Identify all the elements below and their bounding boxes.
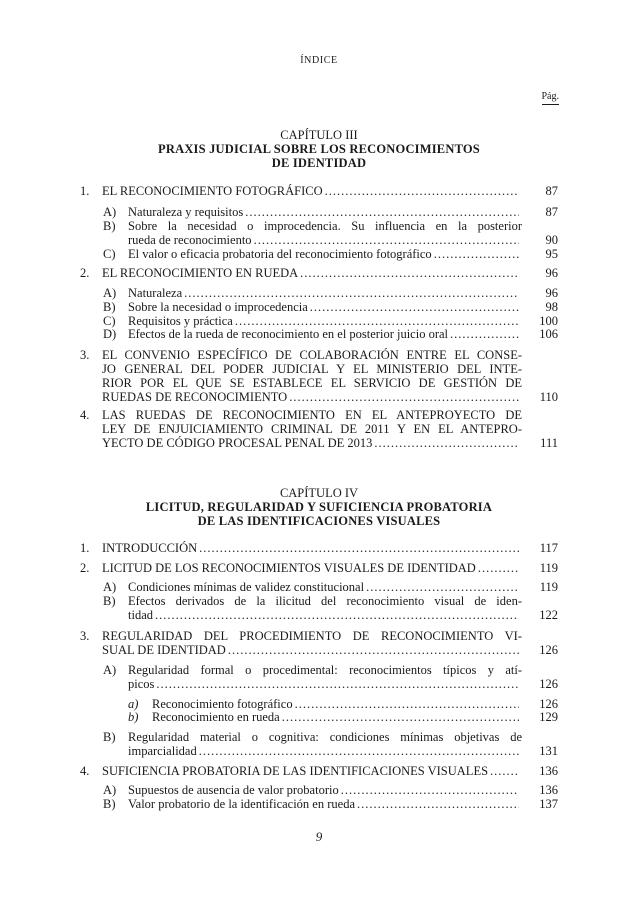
toc-entry-number: 1. <box>80 184 90 198</box>
toc-entry-title <box>128 247 522 261</box>
toc-entry-title-line: Reconocimiento en rueda <box>152 710 280 724</box>
toc-entry-page: 119 <box>539 580 558 594</box>
dot-leader <box>254 233 519 247</box>
toc-entry-title <box>128 663 522 691</box>
dot-leader <box>156 677 519 691</box>
toc-entry-title-line: RIOR POR EL QUE SE ESTABLECE EL SERVICIO DE GESTIÓN DE <box>102 376 522 390</box>
toc-entry-title-line: Sobre la necesidad o improcedencia <box>128 300 308 314</box>
toc-entry-page: 119 <box>539 561 558 575</box>
toc-entry-title-line: imparcialidad <box>128 744 197 758</box>
chapter-label: CAPÍTULO III <box>280 128 358 142</box>
toc-entry-title <box>152 697 522 711</box>
toc-entry-page: 122 <box>539 608 558 622</box>
toc-entry-number: 2. <box>80 561 90 575</box>
toc-entry-page: 129 <box>539 710 558 724</box>
chapter-title-line: DE IDENTIDAD <box>271 156 367 170</box>
toc-entry-title <box>102 629 522 657</box>
toc-entry-page: 90 <box>545 233 558 247</box>
toc-entry-page: 111 <box>540 436 558 450</box>
toc-entry-page: 126 <box>539 677 558 691</box>
toc-entry-title-line: Naturaleza <box>128 286 183 300</box>
toc-entry-page: 137 <box>539 797 558 811</box>
dot-leader <box>228 643 519 657</box>
toc-entry-title <box>128 205 522 219</box>
toc-entry-page: 126 <box>539 697 558 711</box>
toc-entry-number: B) <box>103 730 116 744</box>
toc-entry-page: 98 <box>545 300 558 314</box>
toc-entry-page: 136 <box>539 783 558 797</box>
toc-entry-number: 3. <box>80 348 90 362</box>
toc-entry-title-line: JO GENERAL DEL PODER JUDICIAL Y EL MINISTERIO DEL INTE- <box>102 362 522 376</box>
toc-entry-number: C) <box>103 247 116 261</box>
toc-entry-title-line: LICITUD DE LOS RECONOCIMIENTOS VISUALES DE IDENTIDAD <box>102 561 476 575</box>
toc-entry-page: 87 <box>545 205 558 219</box>
toc-entry-title <box>102 348 522 404</box>
toc-entry-title-line: INTRODUCCIÓN <box>102 541 198 555</box>
toc-entry-title-line: Naturaleza y requisitos <box>128 205 244 219</box>
page-number: 9 <box>315 829 323 844</box>
chapter-title-line: DE LAS IDENTIFICACIONES VISUALES <box>197 514 441 528</box>
toc-entry-page: 95 <box>545 247 558 261</box>
toc-entry-title-line: tidad <box>128 608 153 622</box>
toc-entry-title <box>128 327 522 341</box>
toc-entry-page: 126 <box>539 643 558 657</box>
toc-entry-title-line: YECTO DE CÓDIGO PROCESAL PENAL DE 2013 <box>102 436 373 450</box>
toc-entry-title-line: Regularidad material o cognitiva: condiciones mínimas objetivas de <box>128 730 522 744</box>
toc-entry-title-line: Condiciones mínimas de validez constitucional <box>128 580 365 594</box>
toc-entry-title <box>128 594 522 622</box>
toc-entry-title-line: EL RECONOCIMIENTO EN RUEDA <box>102 266 299 280</box>
toc-entry-number: 1. <box>80 541 90 555</box>
dot-leader <box>184 286 519 300</box>
dot-leader <box>199 541 519 555</box>
toc-entry-page: 96 <box>545 266 558 280</box>
toc-entry-title-line: LEY DE ENJUICIAMIENTO CRIMINAL DE 2011 Y EN EL ANTEPRO- <box>102 422 522 436</box>
toc-entry-title-line: RUEDAS DE RECONOCIMIENTO <box>102 390 288 404</box>
toc-entry-title-line: EL RECONOCIMIENTO FOTOGRÁFICO <box>102 184 323 198</box>
toc-entry-number: C) <box>103 314 116 328</box>
toc-entry-title <box>128 314 522 328</box>
toc-entry-title-line: Valor probatorio de la identificación en rueda <box>128 797 355 811</box>
toc-entry-title-line: picos <box>128 677 155 691</box>
toc-entry-number: B) <box>103 300 116 314</box>
toc-entry-title-line: LAS RUEDAS DE RECONOCIMIENTO EN EL ANTEPROYECTO DE <box>102 408 522 422</box>
dot-leader <box>357 797 519 811</box>
toc-entry-number: B) <box>103 594 116 608</box>
toc-entry-number: A) <box>103 663 117 677</box>
chapter-heading <box>0 486 638 528</box>
dot-leader <box>289 390 519 404</box>
toc-entry-title-line: rueda de reconocimiento <box>128 233 252 247</box>
toc-entry-title-line: Supuestos de ausencia de valor probatorio <box>128 783 339 797</box>
toc-entry-number: 4. <box>80 408 90 422</box>
dot-leader <box>155 608 519 622</box>
toc-entry-title <box>128 580 522 594</box>
toc-entry-title <box>128 286 522 300</box>
running-header: ÍNDICE <box>300 55 338 66</box>
toc-entry-page: 110 <box>539 390 558 404</box>
toc-entry-page: 106 <box>539 327 558 341</box>
toc-entry-number: A) <box>103 286 117 300</box>
dot-leader <box>341 783 519 797</box>
dot-leader <box>374 436 519 450</box>
dot-leader <box>245 205 519 219</box>
dot-leader <box>490 764 519 778</box>
toc-entry-title <box>102 541 522 555</box>
toc-entry-number: 2. <box>80 266 90 280</box>
toc-entry-number: B) <box>103 797 116 811</box>
toc-entry-title <box>102 184 522 198</box>
toc-entry-title <box>128 219 522 247</box>
toc-entry-page: 87 <box>545 184 558 198</box>
toc-entry-number: A) <box>103 783 117 797</box>
toc-entry-title-line: Efectos de la rueda de reconocimiento en el posterior juicio oral <box>128 327 449 341</box>
toc-entry-number: B) <box>103 219 116 233</box>
page-column-label: Pág. <box>542 91 560 105</box>
toc-entry-page: 117 <box>539 541 558 555</box>
toc-entry-title <box>128 797 522 811</box>
dot-leader <box>310 300 519 314</box>
dot-leader <box>325 184 519 198</box>
dot-leader <box>434 247 519 261</box>
toc-entry-number: 4. <box>80 764 90 778</box>
toc-entry-title-line: SUFICIENCIA PROBATORIA DE LAS IDENTIFICACIONES VISUALES <box>102 764 489 778</box>
dot-leader <box>450 327 519 341</box>
toc-entry-title-line: Sobre la necesidad o improcedencia. Su influencia en la posterior <box>128 219 522 233</box>
dot-leader <box>366 580 519 594</box>
toc-entry-number: a) <box>128 697 139 711</box>
toc-entry-title-line: El valor o eficacia probatoria del reconocimiento fotográfico <box>128 247 432 261</box>
toc-entry-title <box>128 300 522 314</box>
toc-entry-page: 136 <box>539 764 558 778</box>
toc-entry-page: 100 <box>539 314 558 328</box>
dot-leader <box>300 266 519 280</box>
dot-leader <box>199 744 519 758</box>
toc-entry-title <box>102 408 522 450</box>
chapter-title-line: PRAXIS JUDICIAL SOBRE LOS RECONOCIMIENTOS <box>158 142 480 156</box>
toc-entry-page: 131 <box>539 744 558 758</box>
toc-entry-title-line: Regularidad formal o procedimental: reconocimientos típicos y atí- <box>128 663 522 677</box>
toc-entry-title-line: SUAL DE IDENTIDAD <box>102 643 226 657</box>
dot-leader <box>282 710 519 724</box>
dot-leader <box>295 697 519 711</box>
toc-entry-title <box>102 764 522 778</box>
toc-entry-title <box>128 730 522 758</box>
toc-entry-title-line: Requisitos y práctica <box>128 314 233 328</box>
toc-entry-title <box>128 783 522 797</box>
toc-entry-title-line: Reconocimiento fotográfico <box>152 697 293 711</box>
toc-entry-title-line: REGULARIDAD DEL PROCEDIMIENTO DE RECONOCIMIENTO VI- <box>102 629 522 643</box>
chapter-heading <box>0 128 638 170</box>
toc-entry-title <box>102 266 522 280</box>
chapter-title-line: LICITUD, REGULARIDAD Y SUFICIENCIA PROBATORIA <box>145 500 493 514</box>
toc-entry-number: D) <box>103 327 117 341</box>
toc-entry-number: A) <box>103 580 117 594</box>
toc-entry-number: A) <box>103 205 117 219</box>
toc-entry-title <box>152 710 522 724</box>
toc-entry-title-line: Efectos derivados de la ilicitud del reconocimiento visual de iden- <box>128 594 522 608</box>
toc-entry-page: 96 <box>545 286 558 300</box>
dot-leader <box>235 314 519 328</box>
toc-entry-number: 3. <box>80 629 90 643</box>
dot-leader <box>478 561 519 575</box>
chapter-label: CAPÍTULO IV <box>279 486 359 500</box>
toc-entry-title <box>102 561 522 575</box>
toc-entry-number: b) <box>128 710 139 724</box>
toc-entry-title-line: EL CONVENIO ESPECÍFICO DE COLABORACIÓN ENTRE EL CONSE- <box>102 348 522 362</box>
